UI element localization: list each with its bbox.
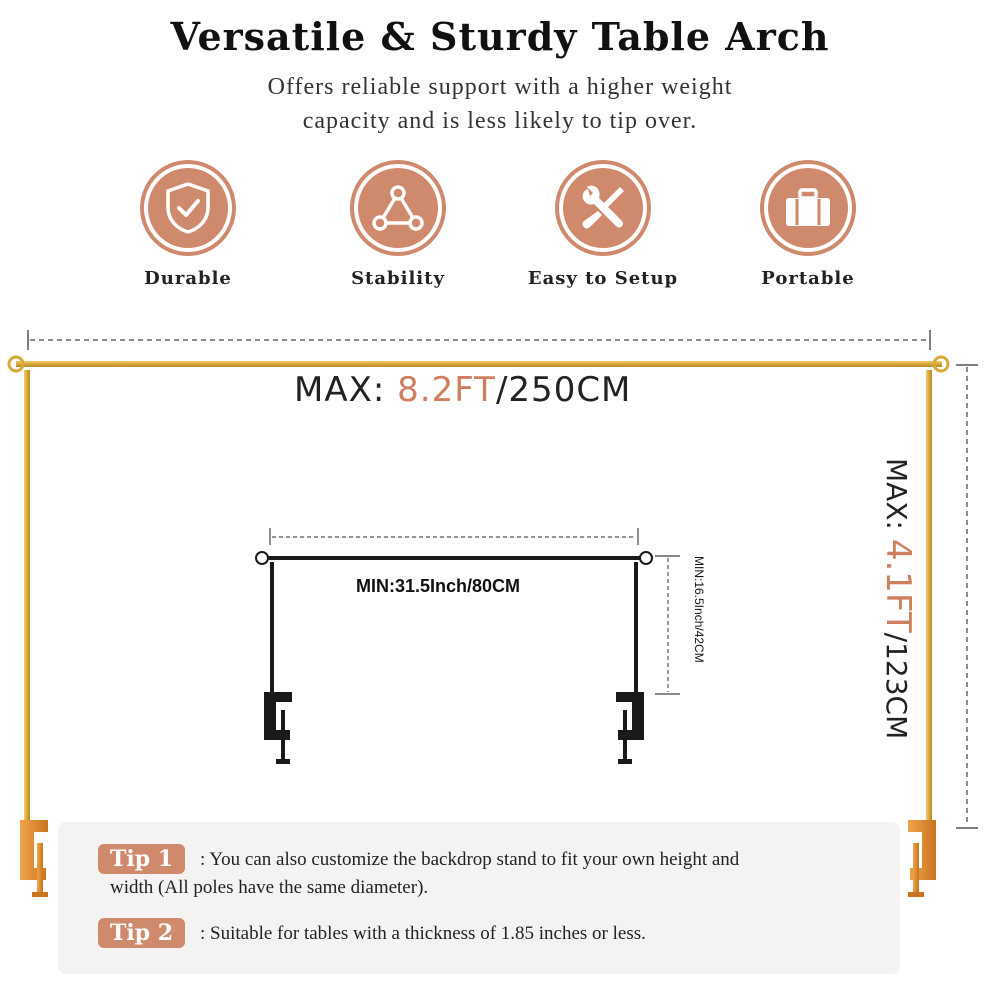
feature-label: Durable	[144, 268, 232, 289]
max-width-value: 8.2FT	[397, 370, 496, 410]
tip-2-text: : Suitable for tables with a thickness of 1.85 inches or less.	[200, 923, 646, 944]
max-width-prefix: MAX:	[294, 370, 386, 410]
max-height-dimension	[956, 365, 978, 828]
gold-frame	[9, 357, 948, 897]
feature-label: Portable	[761, 268, 855, 289]
max-width-suffix: /250CM	[495, 370, 632, 410]
tip-1-text-line-1: : You can also customize the backdrop stand to fit your own height and	[200, 849, 740, 870]
max-width-dimension	[28, 330, 930, 350]
tip-2-badge: Tip 2	[98, 918, 185, 948]
min-frame	[256, 528, 680, 764]
tip-1-badge: Tip 1	[98, 844, 185, 874]
tip-1-text-line-2: width (All poles have the same diameter).	[110, 877, 429, 898]
subtitle-line-1: Offers reliable support with a higher weight	[267, 74, 733, 100]
max-height-value: 4.1FT	[878, 538, 918, 633]
max-height-prefix: MAX:	[880, 458, 913, 530]
feature-label: Stability	[351, 268, 445, 289]
feature-label: Easy to Setup	[527, 268, 679, 289]
max-height-suffix: /123CM	[880, 632, 913, 740]
min-width-label: MIN:31.5Inch/80CM	[356, 576, 521, 596]
subtitle-line-2: capacity and is less likely to tip over.	[302, 108, 698, 134]
min-height-label: MIN:16.5Inch/42CM	[692, 556, 706, 663]
page-title: Versatile & Sturdy Table Arch	[170, 14, 830, 59]
max-width-label	[294, 370, 631, 410]
tips-panel	[58, 822, 900, 974]
max-height-label	[878, 458, 918, 739]
